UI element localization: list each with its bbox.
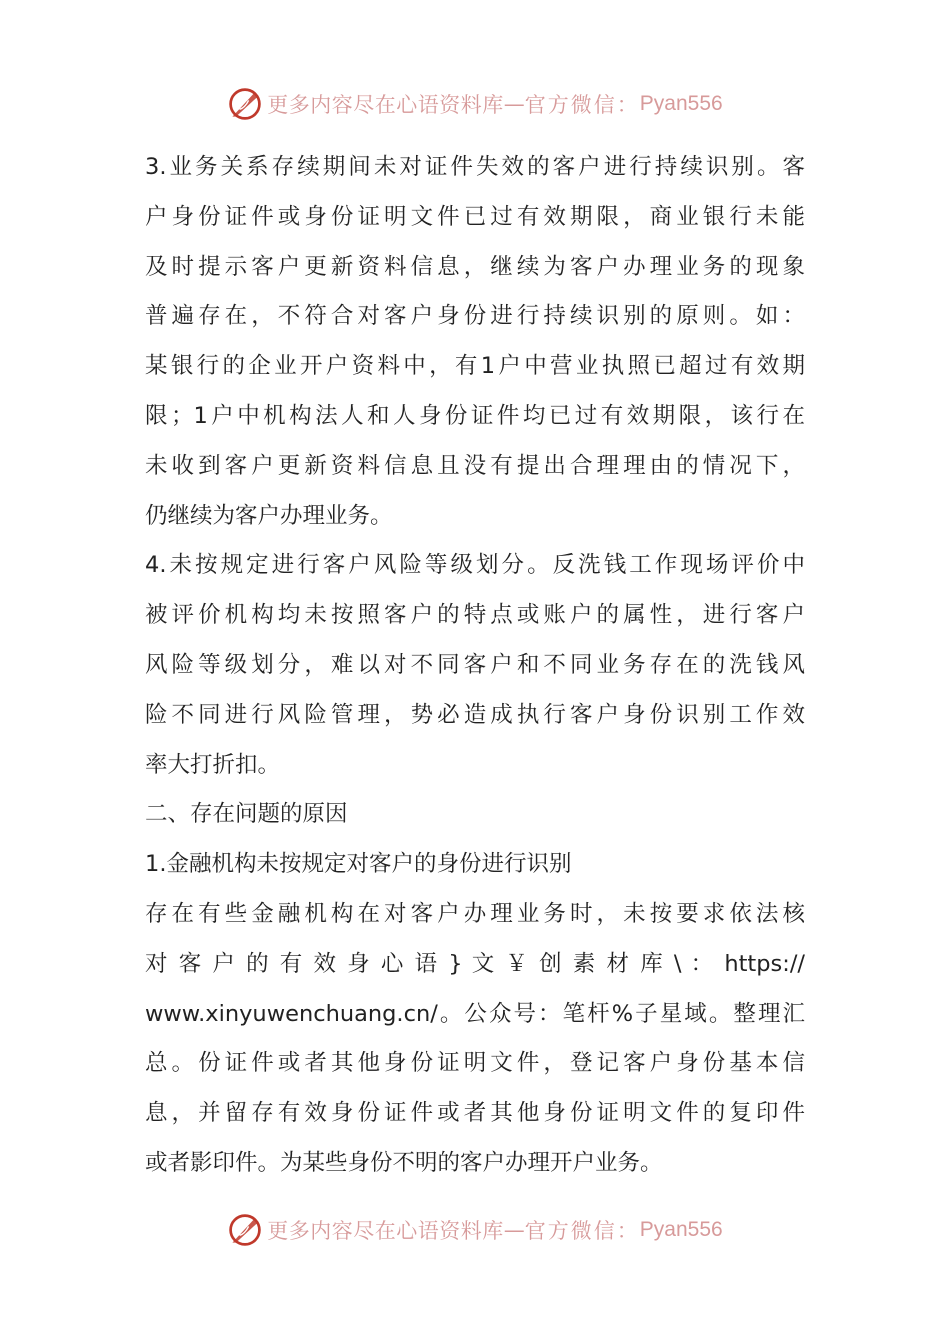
footer-banner: [0, 1210, 950, 1250]
text-line: 限；1户中机构法人和人身份证件均已过有效期限，该行在: [145, 402, 805, 429]
text-line: 仍继续为客户办理业务。: [145, 502, 393, 529]
text-line: 险不同进行风险管理，势必造成执行客户身份识别工作效: [145, 701, 805, 728]
text-line: 某银行的企业开户资料中，有1户中营业执照已超过有效期: [145, 353, 805, 380]
text-line: 普遍存在，不符合对客户身份进行持续识别的原则。如：: [145, 303, 805, 330]
quill-logo-icon: [227, 86, 263, 122]
text-line: 未收到客户更新资料信息且没有提出合理理由的情况下，: [145, 452, 805, 479]
text-line: 或者影印件。为某些身份不明的客户办理开户业务。: [145, 1149, 663, 1176]
banner-title: 更多内容尽在心语资料库: [267, 93, 504, 117]
text-line: 存在有些金融机构在对客户办理业务时，未按要求依法核: [145, 900, 805, 927]
header-banner: [0, 84, 950, 124]
text-line: 4.未按规定进行客户风险等级划分。反洗钱工作现场评价中: [145, 552, 805, 579]
banner-wechat-label: 官方微信：: [524, 1219, 640, 1243]
text-line: 3.业务关系存续期间未对证件失效的客户进行持续识别。客: [145, 154, 805, 180]
text-line: www.xinyuwenchuang.cn/。公众号：笔杆%子星域。整理汇: [145, 1000, 805, 1027]
section-heading: 二、存在问题的原因: [145, 801, 348, 828]
text-line: 息，并留存有效身份证件或者其他身份证明文件的复印件: [145, 1100, 805, 1127]
banner-wechat-id: Pyan556: [639, 1218, 723, 1241]
text-line: 率大打折扣。: [145, 751, 281, 778]
quill-logo-icon: [227, 1212, 263, 1248]
text-line: 及时提示客户更新资料信息，继续为客户办理业务的现象: [145, 253, 805, 280]
banner-separator: —: [503, 1218, 525, 1242]
banner-title: 更多内容尽在心语资料库: [267, 1219, 504, 1243]
banner-wechat-label: 官方微信：: [524, 93, 640, 117]
subsection-heading: 1.金融机构未按规定对客户的身份进行识别: [145, 851, 572, 878]
document-body: [145, 143, 805, 1189]
text-line: 对 客 户 的 有 效 身 心 语 } 文 ￥ 创 素 材 库 \ ： https://: [145, 950, 805, 977]
text-line: 被评价机构均未按照客户的特点或账户的属性，进行客户: [145, 602, 805, 629]
text-line: 风险等级划分，难以对不同客户和不同业务存在的洗钱风: [145, 651, 805, 678]
text-line: 总。份证件或者其他身份证明文件，登记客户身份基本信: [145, 1050, 805, 1077]
banner-separator: —: [503, 92, 525, 116]
banner-wechat-id: Pyan556: [639, 92, 723, 115]
text-line: 户身份证件或身份证明文件已过有效期限，商业银行未能: [145, 203, 805, 230]
